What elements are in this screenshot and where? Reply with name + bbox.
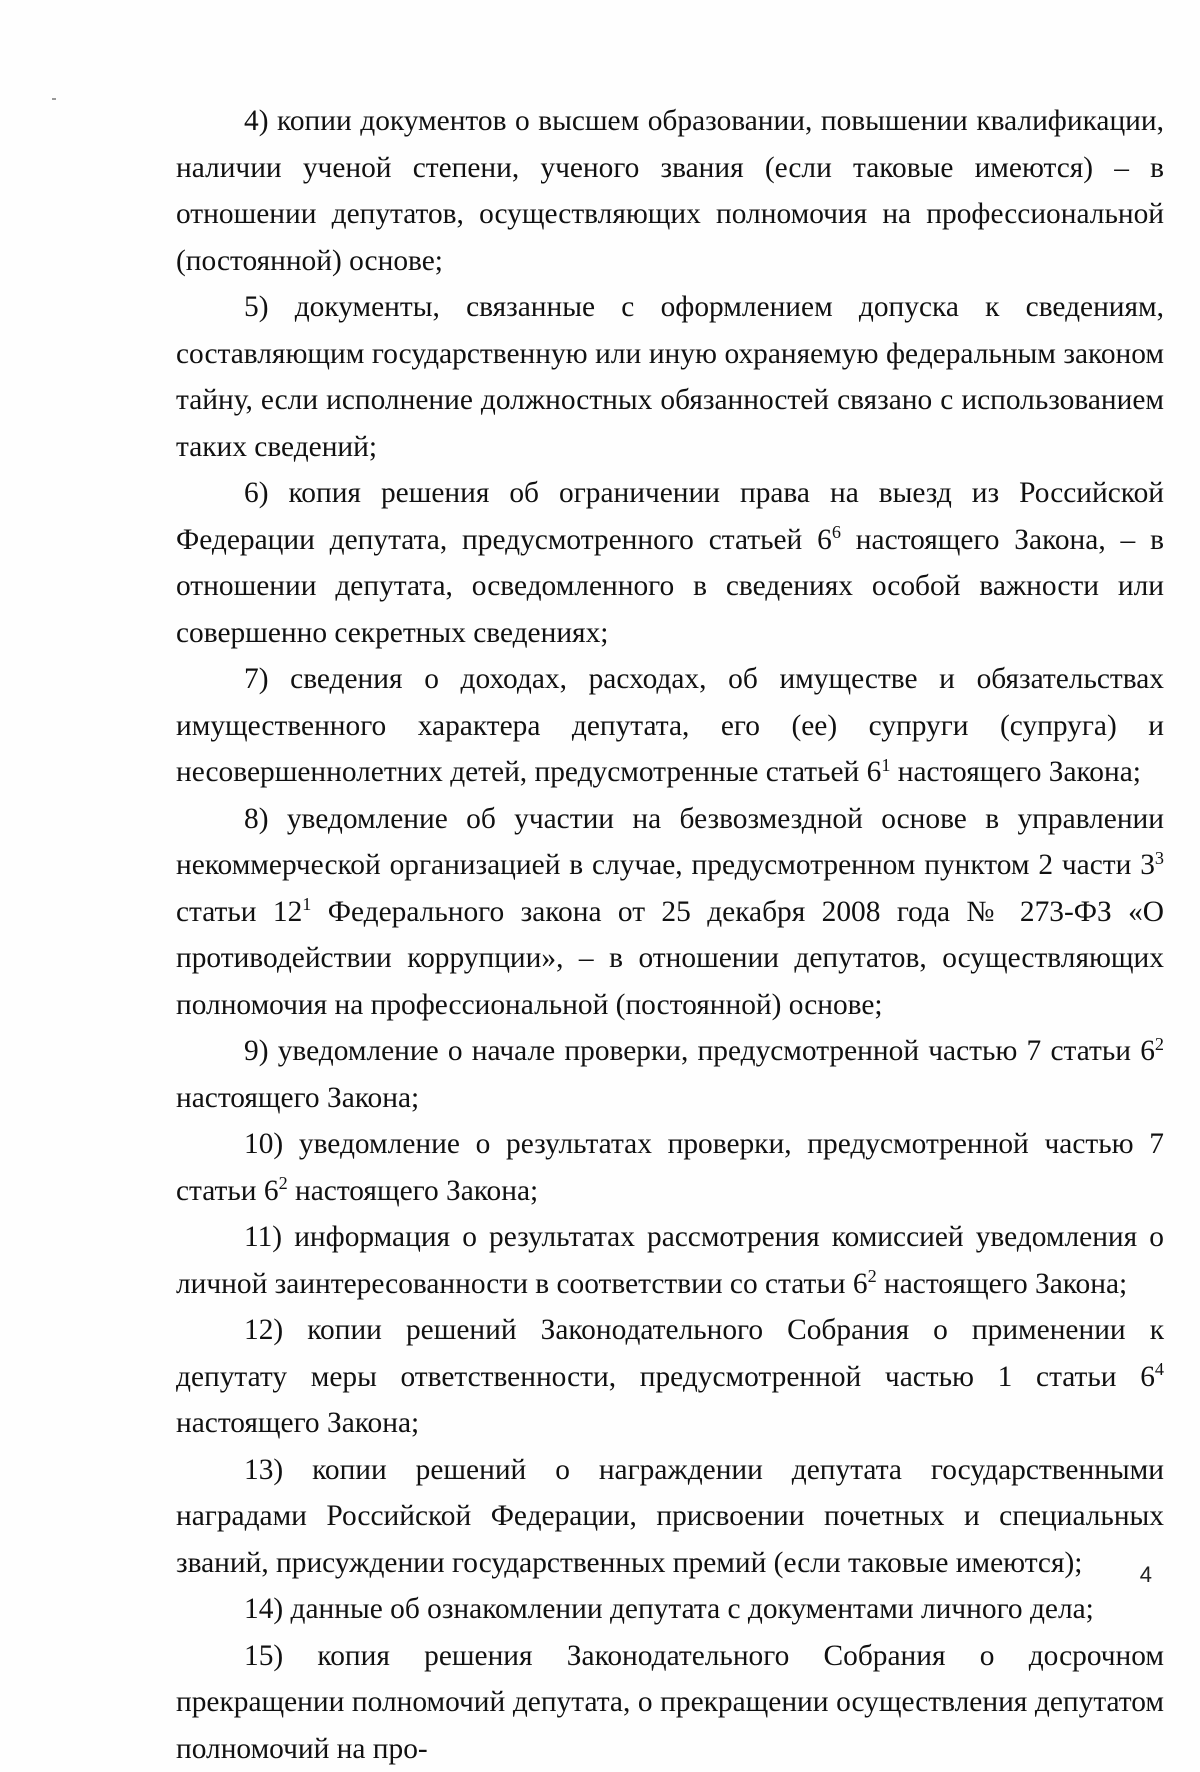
superscript: 2 [279,1173,288,1193]
list-item-text: 9) уведомление о начале проверки, предусмотренной частью 7 статьи 6 [244,1035,1155,1067]
superscript: 6 [832,522,841,542]
superscript: 1 [881,755,890,775]
list-item-text: 6) копия решения об ограничении права на выезд из Российской Федерации депутата, предусмотренного статьей 6 [176,477,1164,556]
list-item-text: 14) данные об ознакомлении депутата с документами личного дела; [244,1593,1094,1625]
list-item-6 [176,470,1164,656]
list-item-13 [176,1447,1164,1587]
list-item-text: 8) уведомление об участии на безвозмездной основе в управлении некоммерческой организацией в случае, предусмотренном пунктом 2 части 3 [176,803,1164,882]
scan-speck [52,98,56,100]
list-item-14 [176,1586,1164,1633]
list-item-12 [176,1307,1164,1447]
list-item-text: статьи 12 [176,896,302,928]
superscript: 1 [302,894,311,914]
list-item-11 [176,1214,1164,1307]
page-number: 4 [1140,1562,1152,1588]
list-item-5 [176,284,1164,470]
list-item-text: 4) копии документов о высшем образовании, повышении квалификации, наличии ученой степени, ученого звания (если таковые имеются) – в отношении депутатов, осуществляющих полномочия на профессиональной (постоянной) основе; [176,105,1164,277]
list-item-text: настоящего Закона, – в отношении депутата, осведомленного в сведениях особой важности или совершенно секретных сведениях; [176,524,1164,649]
list-item-text: 10) уведомление о результатах проверки, предусмотренной частью 7 статьи 6 [176,1128,1164,1207]
list-item-4 [176,98,1164,284]
list-item-9 [176,1028,1164,1121]
list-item-8 [176,796,1164,1029]
superscript: 4 [1155,1359,1164,1379]
list-item-10 [176,1121,1164,1214]
list-item-text: настоящего Закона; [176,1407,419,1439]
list-item-text: 15) копия решения Законодательного Собрания о досрочном прекращении полномочий депутата, о прекращении осуществления депутатом полномочий на про- [176,1640,1164,1765]
list-item-text: 7) сведения о доходах, расходах, об имуществе и обязательствах имущественного характера депутата, его (ее) супруги (супруга) и несовершеннолетних детей, предусмотренные статьей 6 [176,663,1164,788]
document-body [176,98,1164,1772]
list-item-text: 12) копии решений Законодательного Собрания о применении к депутату меры ответственности, предусмотренной частью 1 статьи 6 [176,1314,1164,1393]
list-item-text: настоящего Закона; [288,1175,539,1207]
list-item-text: настоящего Закона; [877,1268,1128,1300]
list-item-text: настоящего Закона; [890,756,1141,788]
list-item-text: настоящего Закона; [176,1082,419,1114]
superscript: 2 [868,1266,877,1286]
superscript: 3 [1155,848,1164,868]
list-item-7 [176,656,1164,796]
list-item-15 [176,1633,1164,1772]
list-item-text: 13) копии решений о награждении депутата государственными наградами Российской Федерации, присвоении почетных и специальных званий, присуждении государственных премий (если таковые имеются); [176,1454,1164,1579]
superscript: 2 [1155,1034,1164,1054]
list-item-text: Федерального закона от 25 декабря 2008 года № 273-ФЗ «О противодействии коррупции», – в отношении депутатов, осуществляющих полномочия на профессиональной (постоянной) основе; [176,896,1164,1021]
list-item-text: 5) документы, связанные с оформлением допуска к сведениям, составляющим государственную или иную охраняемую федеральным законом тайну, если исполнение должностных обязанностей связано с использованием таких сведений; [176,291,1164,463]
list-item-text: 11) информация о результатах рассмотрения комиссией уведомления о личной заинтересованности в соответствии со статьи 6 [176,1221,1164,1300]
